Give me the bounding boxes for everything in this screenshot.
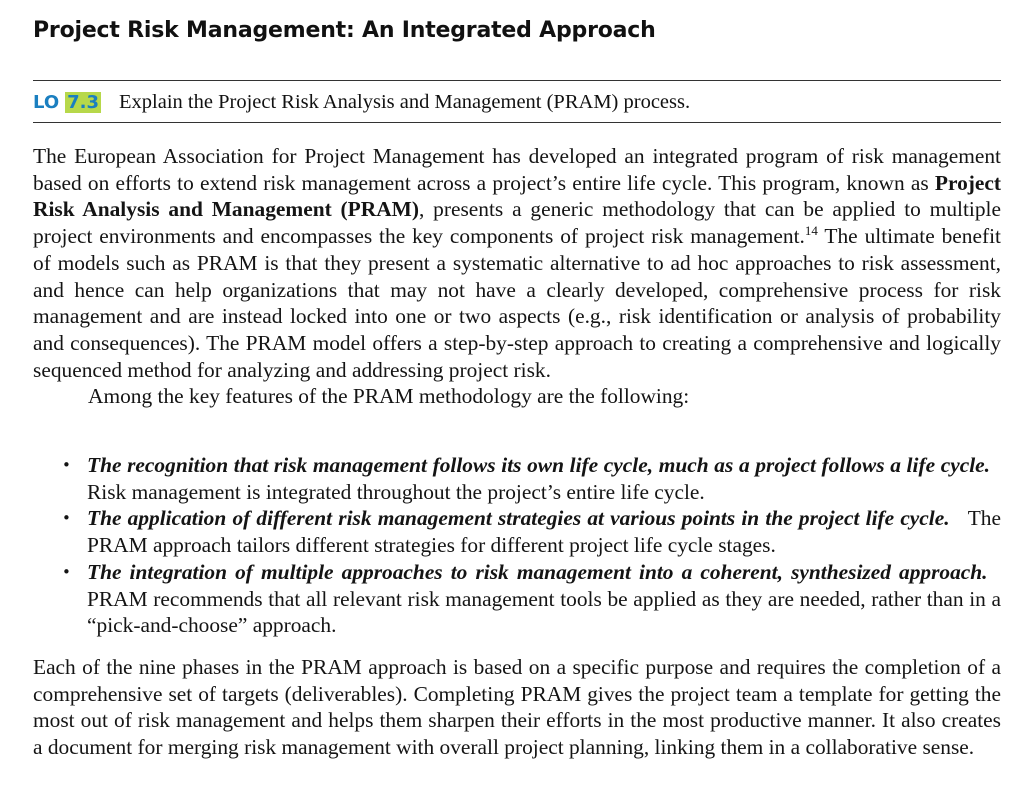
objective-bottom-rule — [33, 122, 1001, 123]
bullet-icon: • — [62, 562, 71, 581]
learning-objective-label: LO — [33, 91, 60, 113]
list-item — [33, 505, 1001, 558]
list-item — [33, 559, 1001, 639]
objective-top-rule — [33, 80, 1001, 81]
footnote-ref: 14 — [804, 223, 818, 239]
intro-text-part3: The ultimate benefit of models such as PRAM is that they present a systematic alternative to ad hoc approaches to risk assessment, and hence can help organizations that may not have a clearly developed, comprehensive process for risk management and are instead locked into one or two aspects (e.g., risk identification or analysis of probability and consequences). The PRAM model offers a step-by-step approach to creating a comprehensive and logically sequenced method for analyzing and addressing project risk. — [33, 224, 1001, 382]
bullet-icon: • — [62, 456, 71, 474]
learning-objective — [33, 88, 1001, 116]
learning-objective-number: 7.3 — [67, 91, 100, 113]
list-item — [33, 452, 1001, 505]
bullet-lead: The recognition that risk management follows its own life cycle, much as a project follows a life cycle. — [87, 453, 990, 477]
features-list — [33, 452, 1001, 639]
bullet-text: PRAM recommends that all relevant risk management tools be applied as they are needed, rather than in a “pick-and-choose” approach. — [87, 586, 1001, 638]
learning-objective-text: Explain the Project Risk Analysis and Management (PRAM) process. — [119, 90, 691, 113]
phases-paragraph: Each of the nine phases in the PRAM approach is based on a specific purpose and requires the completion of a comprehensive set of targets (deliverables). Completing PRAM gives the project team a template for getting the most out of risk management and helps them sharpen their efforts in the most productive manner. It also creates a document for merging risk management with overall project planning, linking them in a collaborative sense. — [33, 655, 1001, 760]
bullet-text: The PRAM approach tailors different strategies for different project life cycle stages. — [87, 506, 1001, 558]
intro-section — [33, 143, 1001, 410]
features-intro-paragraph: Among the key features of the PRAM methodology are the following: — [88, 384, 690, 409]
intro-paragraph — [33, 143, 1001, 383]
bullet-lead: The integration of multiple approaches to risk management into a coherent, synthesized approach. — [87, 559, 988, 584]
bullet-lead: The application of different risk management strategies at various points in the project life cycle. — [87, 506, 950, 531]
section-title: Project Risk Management: An Integrated Approach — [33, 18, 656, 43]
intro-text-part2: , presents a generic methodology that can be applied to multiple project environments and encompasses the key components of project risk management. — [33, 197, 1001, 249]
bullet-text: Risk management is integrated throughout the project’s entire life cycle. — [87, 479, 705, 504]
pram-key-term: Project Risk Analysis and Management (PRAM) — [33, 170, 1001, 222]
intro-text-part1: The European Association for Project Management has developed an integrated program of risk management based on efforts to extend risk management across a project’s entire life cycle. This program, known as — [33, 144, 1001, 195]
bullet-icon: • — [62, 509, 71, 528]
